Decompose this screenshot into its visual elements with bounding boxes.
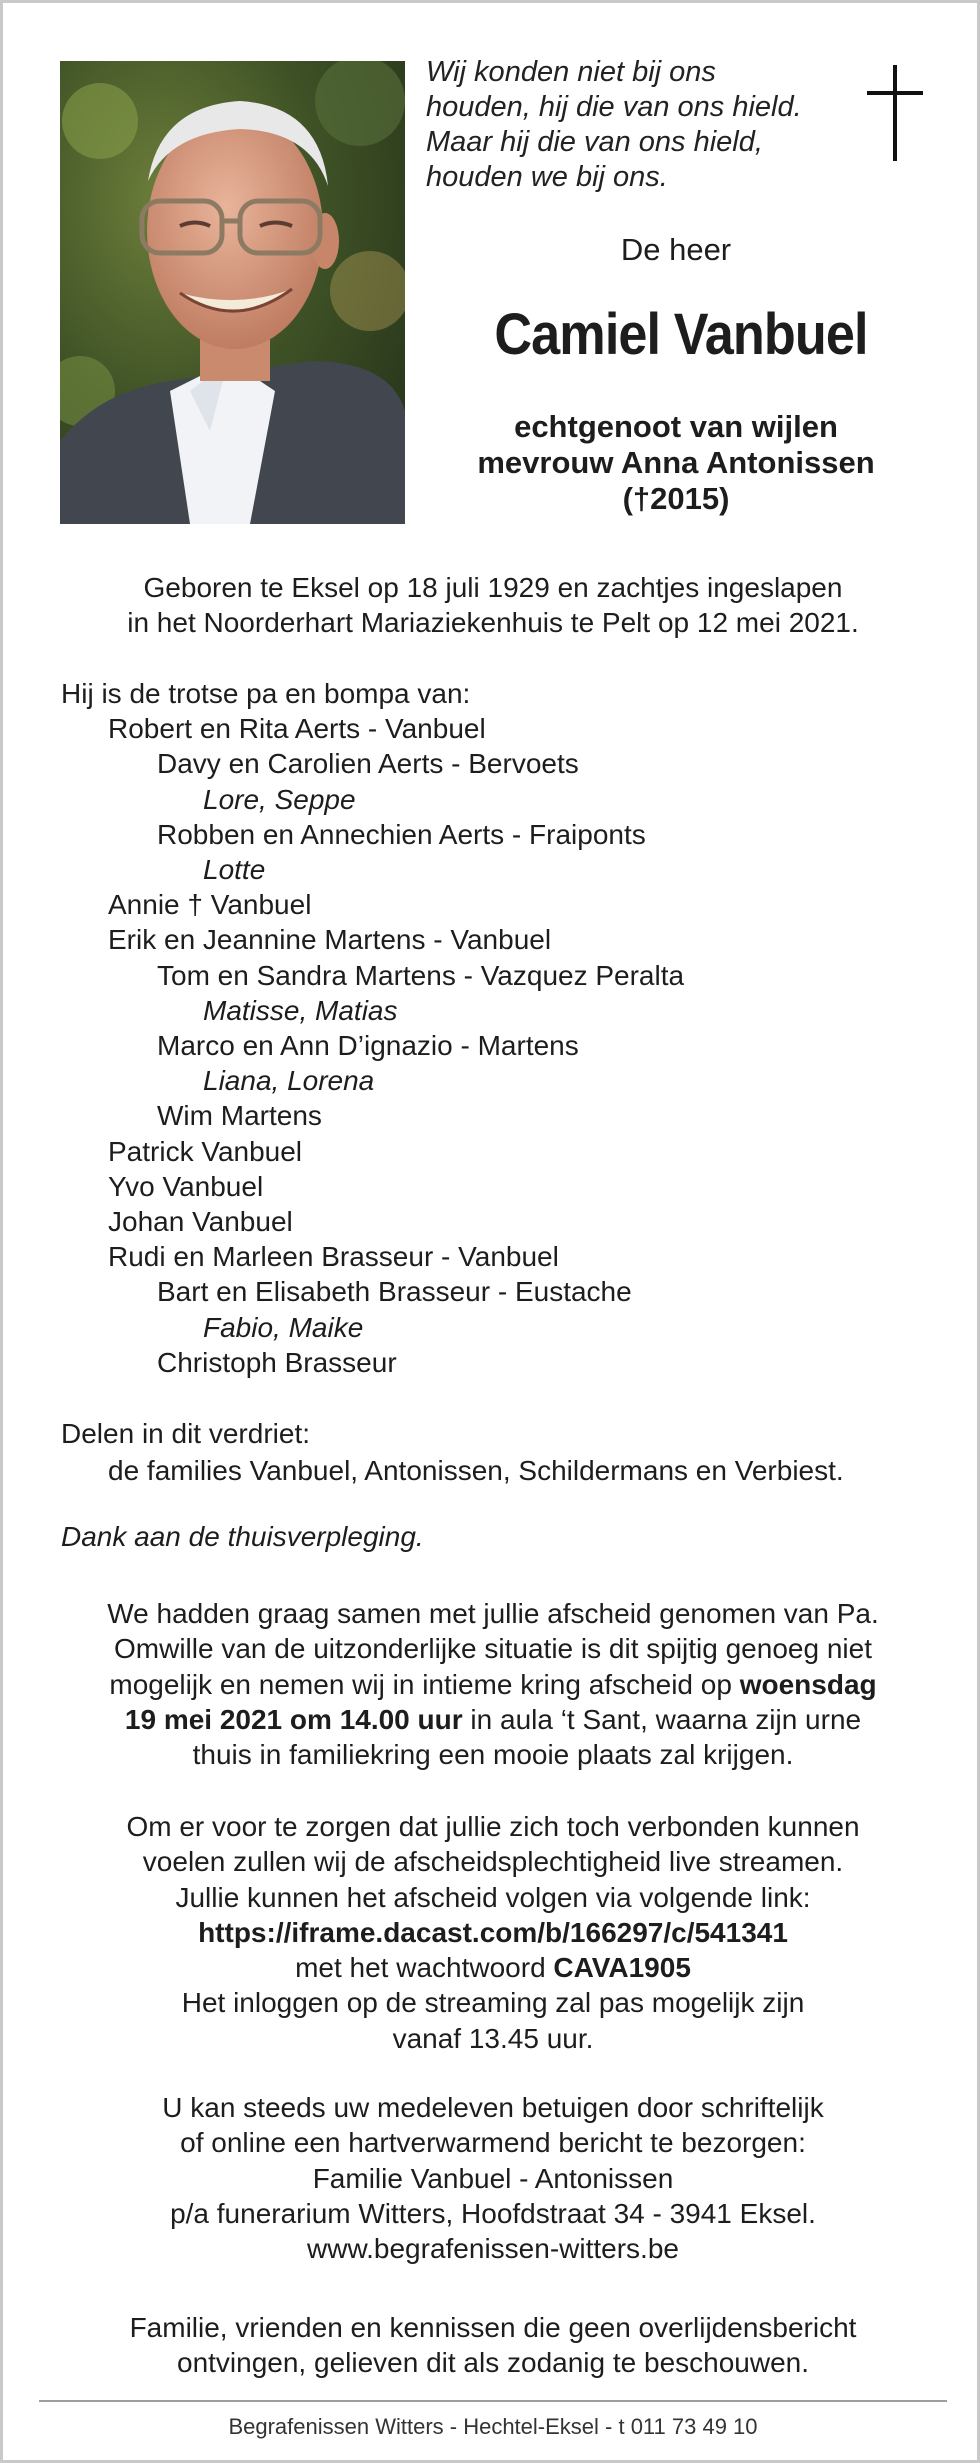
family-member: Erik en Jeannine Martens - Vanbuel: [108, 924, 552, 956]
birth-death-line: Geboren te Eksel op 18 juli 1929 en zachtjes ingeslapen: [143, 572, 843, 603]
stream-password-label: met het wachtwoord: [295, 1952, 554, 1984]
cross-icon: [865, 65, 925, 165]
notice-paragraph: [33, 2310, 953, 2381]
farewell-line: thuis in familiekring een mooie plaats zal krijgen.: [192, 1739, 794, 1771]
honorific: De heer: [620, 232, 732, 267]
condolence-website-link[interactable]: www.begrafenissen-witters.be: [307, 2233, 679, 2265]
stream-password-line: [33, 1950, 953, 1985]
family-member: Johan Vanbuel: [108, 1206, 293, 1238]
farewell-date-time: 19 mei 2021 om 14.00 uur: [124, 1703, 463, 1735]
portrait-photo: [60, 61, 405, 524]
condolence-family: Familie Vanbuel - Antonissen: [312, 2162, 674, 2194]
family-members: [61, 711, 684, 1380]
stream-paragraph: [33, 1809, 953, 2056]
family-member: Christoph Brasseur: [157, 1346, 397, 1378]
family-list: [61, 676, 684, 1380]
notice-line: ontvingen, gelieven dit als zodanig te beschouwen.: [177, 2347, 809, 2379]
family-member: Yvo Vanbuel: [108, 1170, 264, 1202]
stream-line: Jullie kunnen het afscheid volgen via volgende link:: [175, 1881, 811, 1913]
grief-intro: Delen in dit verdriet:: [61, 1418, 311, 1449]
grandchildren-names: Lore, Seppe: [203, 783, 356, 815]
poem-line: houden, hij die van ons hield.: [426, 91, 802, 123]
farewell-paragraph: [33, 1596, 953, 1772]
spouse-line: (†2015): [622, 481, 730, 516]
footer-contact: Begrafenissen Witters - Hechtel-Eksel - t 011 73 49 10: [228, 2414, 758, 2439]
stream-line: voelen zullen wij de afscheidsplechtigheid live streamen.: [142, 1846, 844, 1878]
spouse-info: [426, 409, 926, 517]
farewell-line: [33, 1702, 953, 1737]
family-member: Marco en Ann D’ignazio - Martens: [157, 1030, 579, 1062]
stream-password: CAVA1905: [553, 1952, 691, 1984]
condolence-paragraph: [33, 2090, 953, 2266]
family-member: Robert en Rita Aerts - Vanbuel: [108, 713, 486, 745]
farewell-day: woensdag: [739, 1668, 877, 1700]
grandchildren-names: Liana, Lorena: [203, 1065, 375, 1097]
grandchildren-names: Fabio, Maike: [203, 1311, 364, 1343]
family-member: Robben en Annechien Aerts - Fraiponts: [157, 818, 646, 850]
poem-line: Wij konden niet bij ons: [426, 56, 716, 88]
grief-section: [61, 1415, 844, 1489]
stream-line: Om er voor te zorgen dat jullie zich toch verbonden kunnen: [126, 1811, 860, 1842]
birth-death-info: [43, 570, 943, 640]
thanks-note: Dank aan de thuisverpleging.: [61, 1521, 424, 1552]
family-member: Rudi en Marleen Brasseur - Vanbuel: [108, 1241, 559, 1273]
stream-line: vanaf 13.45 uur.: [392, 2022, 594, 2054]
farewell-line: We hadden graag samen met jullie afscheid genomen van Pa.: [107, 1598, 879, 1629]
notice-line: Familie, vrienden en kennissen die geen overlijdensbericht: [129, 2312, 857, 2343]
birth-death-line: in het Noorderhart Mariaziekenhuis te Pelt op 12 mei 2021.: [127, 607, 859, 638]
family-member: Tom en Sandra Martens - Vazquez Peralta: [157, 959, 685, 991]
stream-link[interactable]: [33, 1915, 953, 1950]
spouse-line: echtgenoot van wijlen: [514, 409, 838, 444]
family-member: Wim Martens: [157, 1100, 322, 1132]
portrait-illustration: [60, 61, 405, 524]
condolence-line: of online een hartverwarmend bericht te bezorgen:: [180, 2127, 806, 2159]
grandchildren-names: Lotte: [203, 854, 266, 886]
family-member: Bart en Elisabeth Brasseur - Eustache: [157, 1276, 632, 1308]
family-member: Patrick Vanbuel: [108, 1135, 303, 1167]
stream-link-text[interactable]: https://iframe.dacast.com/b/166297/c/541341: [198, 1916, 788, 1948]
farewell-text: mogelijk en nemen wij in intieme kring afscheid op: [109, 1668, 740, 1700]
farewell-text: in aula ‘t Sant, waarna zijn urne: [462, 1703, 862, 1735]
family-member: Davy en Carolien Aerts - Bervoets: [157, 748, 579, 780]
farewell-line: [33, 1667, 953, 1702]
farewell-line: Omwille van de uitzonderlijke situatie is dit spijtig genoeg niet: [114, 1633, 872, 1665]
poem-line: Maar hij die van ons hield,: [426, 126, 763, 158]
condolence-address: p/a funerarium Witters, Hoofdstraat 34 - 3941 Eksel.: [170, 2197, 816, 2229]
family-intro: Hij is de trotse pa en bompa van:: [61, 678, 471, 709]
stream-line: Het inloggen op de streaming zal pas mogelijk zijn: [181, 1987, 805, 2019]
spouse-line: mevrouw Anna Antonissen: [477, 445, 875, 480]
condolence-line: U kan steeds uw medeleven betuigen door schriftelijk: [162, 2092, 824, 2123]
grief-families: de families Vanbuel, Antonissen, Schildermans en Verbiest.: [108, 1455, 844, 1486]
family-member: Annie † Vanbuel: [108, 889, 312, 921]
grandchildren-names: Matisse, Matias: [203, 994, 398, 1026]
poem-line: houden we bij ons.: [426, 161, 668, 193]
footer-divider: [39, 2400, 947, 2402]
poem: [426, 55, 846, 195]
deceased-name: Camiel Vanbuel: [494, 302, 868, 367]
